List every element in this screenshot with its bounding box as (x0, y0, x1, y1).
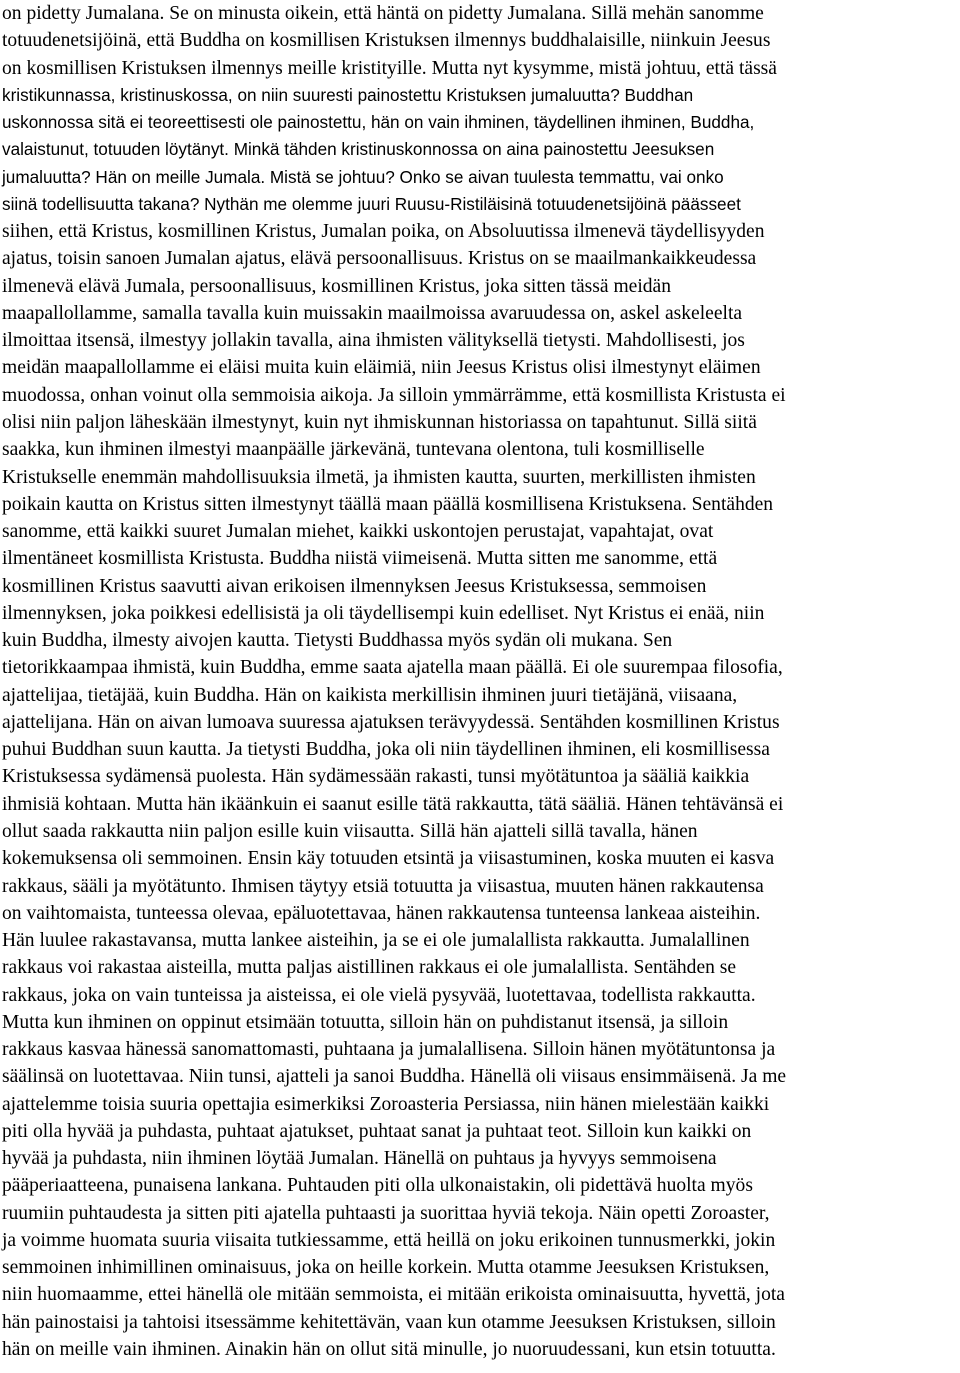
text-line: ruumiin puhtaudesta ja sitten piti ajatella puhtaasti ja suorittaa hyviä tekoja. Näin opetti Zoroaster, (2, 1202, 770, 1224)
text-line: hyvää ja puhdasta, niin ihminen löytää Jumalan. Hänellä on puhtaus ja hyvyys semmoisena (2, 1148, 717, 1170)
text-line: ajattelijaa, tietäjää, kuin Buddha. Hän on kaikista merkillisin ihminen juuri tietäjänä, viisaana, (2, 684, 738, 706)
text-line: pääperiaatteena, punaisena lankana. Puhtauden piti olla ulkonaistakin, oli pidettävä huolta myös (2, 1175, 753, 1197)
text-line: ilmennyksen, joka poikkesi edellisistä ja oli täydellisempi kuin edelliset. Nyt Kristus ei enää, niin (2, 602, 765, 624)
text-line: ihmisiä kohtaan. Mutta hän ikäänkuin ei saanut esille tätä rakkautta, tätä sääliä. Hänen tehtävänsä ei (2, 793, 784, 815)
text-line: ilmoittaa itsensä, ilmestyy jollakin tavalla, aina ihmisten välityksellä tietysti. Mahdollisesti, jos (2, 330, 745, 352)
text-line: hän on meille vain ihminen. Ainakin hän on ollut sitä minulle, jo nuoruudessani, kun etsin totuutta. (2, 1339, 776, 1361)
text-line: jumaluutta? Hän on meille Jumala. Mistä se johtuu? Onko se aivan tuulesta temmattu, vai onko (2, 166, 724, 187)
text-line: Kristukselle enemmän mahdollisuuksia ilmetä, ja ihmisten kautta, suurten, merkillisten ihmisten (2, 466, 756, 488)
text-line: on vaihtomaista, tunteessa olevaa, epäluotettavaa, hänen rakkautensa tunteensa lankeaa aisteihin. (2, 902, 761, 924)
text-line: ollut saada rakkautta niin paljon esille kuin viisautta. Sillä hän ajatteli sillä tavalla, hänen (2, 820, 698, 842)
body-text (2, 0, 958, 1363)
text-line: rakkaus kasvaa hänessä sanomattomasti, puhtaana ja jumalallisena. Silloin hänen myötätuntonsa ja (2, 1039, 776, 1061)
text-line: sanomme, että kaikki suuret Jumalan miehet, kaikki uskontojen perustajat, vapahtajat, ovat (2, 521, 714, 543)
text-line: rakkaus, joka on vain tunteissa ja aisteissa, ei ole vielä pysyvää, luotettavaa, todellista rakkautta. (2, 984, 756, 1006)
text-line: totuudenetsijöinä, että Buddha on kosmillisen Kristuksen ilmennys buddhalaisille, niinkuin Jeesus (2, 30, 771, 52)
text-line: uskonnossa sitä ei teoreettisesti ole painostettu, hän on vain ihminen, täydellinen ihminen, Buddha, (2, 112, 755, 133)
text-line: muodossa, onhan voinut olla semmoisia aikoja. Ja silloin ymmärrämme, että kosmillista Kristusta ei (2, 384, 786, 406)
text-line: ilmenevä elävä Jumala, persoonallisuus, kosmillinen Kristus, joka sitten tässä meidän (2, 275, 672, 297)
text-line: kristikunnassa, kristinuskossa, on niin suuresti painostettu Kristuksen jumaluutta? Buddhan (2, 84, 694, 105)
text-line: Hän luulee rakastavansa, mutta lankee aisteihin, ja se ei ole jumalallista rakkautta. Jumalallinen (2, 930, 750, 952)
text-line: ilmentäneet kosmillista Kristusta. Buddha niistä viimeisenä. Mutta sitten me sanomme, että (2, 548, 718, 570)
text-line: kokemuksensa oli semmoinen. Ensin käy totuuden etsintä ja viisastuminen, koska muuten ei kasva (2, 848, 775, 870)
text-line: rakkaus, sääli ja myötätunto. Ihmisen täytyy etsiä totuutta ja viisastua, muuten hänen rakkautensa (2, 875, 764, 897)
text-line: on kosmillisen Kristuksen ilmennys meille kristityille. Mutta nyt kysymme, mistä johtuu, että tässä (2, 57, 777, 79)
text-line: Mutta kun ihminen on oppinut etsimään totuutta, silloin hän on puhdistanut itsensä, ja silloin (2, 1011, 729, 1033)
text-line: ajattelemme toisia suuria opettajia esimerkiksi Zoroasteria Persiassa, niin hänen mielestään kaikki (2, 1093, 770, 1115)
text-line: ja voimme huomata suuria viisaita tutkiessamme, että heillä on joku erikoinen tunnusmerkki, jokin (2, 1229, 776, 1251)
text-line: piti olla hyvää ja puhdasta, puhtaat ajatukset, puhtaat sanat ja puhtaat teot. Silloin kun kaikki on (2, 1120, 752, 1142)
text-line: Kristuksessa sydämensä puolesta. Hän sydämessään rakasti, tunsi myötätuntoa ja sääliä kaikkia (2, 766, 750, 788)
text-line: olisi niin paljon läheskään ilmestynyt, kuin nyt ihmiskunnan historiassa on tapahtunut. Sillä siitä (2, 411, 757, 433)
text-line: valaistunut, totuuden löytänyt. Minkä tähden kristinuskonnossa on aina painostettu Jeesuksen (2, 139, 715, 160)
text-line: ajatus, toisin sanoen Jumalan ajatus, elävä persoonallisuus. Kristus on se maailmankaikkeudessa (2, 248, 757, 270)
text-line: siihen, että Kristus, kosmillinen Kristus, Jumalan poika, on Absoluutissa ilmenevä täydellisyyden (2, 221, 765, 243)
text-line: saakka, kun ihminen ilmestyi maanpäälle järkevänä, tuntevana olentona, tuli kosmilliselle (2, 439, 705, 461)
text-line: semmoinen inhimillinen ominaisuus, joka on heille korkein. Mutta otamme Jeesuksen Kristuksen, (2, 1257, 770, 1279)
text-line: hän painostaisi ja tahtoisi itsessämme kehitettävän, vaan kun otamme Jeesuksen Kristuksen, silloin (2, 1311, 776, 1333)
text-line: meidän maapallollamme ei eläisi muita kuin eläimiä, niin Jeesus Kristus olisi ilmestynyt eläimen (2, 357, 761, 379)
text-line: ajattelijana. Hän on aivan lumoava suuressa ajatuksen terävyydessä. Sentähden kosmillinen Kristus (2, 711, 780, 733)
text-line: puhui Buddhan suun kautta. Ja tietysti Buddha, joka oli niin täydellinen ihminen, eli kosmillisessa (2, 739, 770, 761)
text-line: kuin Buddha, ilmesty aivojen kautta. Tietysti Buddhassa myös sydän oli mukana. Sen (2, 630, 673, 652)
text-line: niin huomaamme, ettei hänellä ole mitään semmoista, ei mitään erikoista ominaisuutta, hyvettä, jota (2, 1284, 785, 1306)
text-line: tietorikkaampaa ihmistä, kuin Buddha, emme saata ajatella maan päällä. Ei ole suurempaa filosofia, (2, 657, 783, 679)
text-line: poikain kautta on Kristus sitten ilmestynyt täällä maan päällä kosmillisena Kristuksena. Sentähden (2, 493, 774, 515)
text-line: maapallollamme, samalla tavalla kuin muissakin maailmoissa avaruudessa on, askel askeleelta (2, 302, 743, 324)
text-line: siinä todellisuutta takana? Nythän me olemme juuri Ruusu-Ristiläisinä totuudenetsijöinä päässeet (2, 193, 741, 214)
text-line: on pidetty Jumalana. Se on minusta oikein, että häntä on pidetty Jumalana. Sillä mehän sanomme (2, 3, 764, 24)
text-line: säälinsä on luotettavaa. Niin tunsi, ajatteli ja sanoi Buddha. Hänellä oli viisaus ensimmäisenä. Ja me (2, 1066, 787, 1088)
text-line: kosmillinen Kristus saavutti aivan erikoisen ilmennyksen Jeesus Kristuksessa, semmoisen (2, 575, 707, 597)
text-line: rakkaus voi rakastaa aisteilla, mutta paljas aistillinen rakkaus ei ole jumalallista. Sentähden se (2, 957, 737, 979)
